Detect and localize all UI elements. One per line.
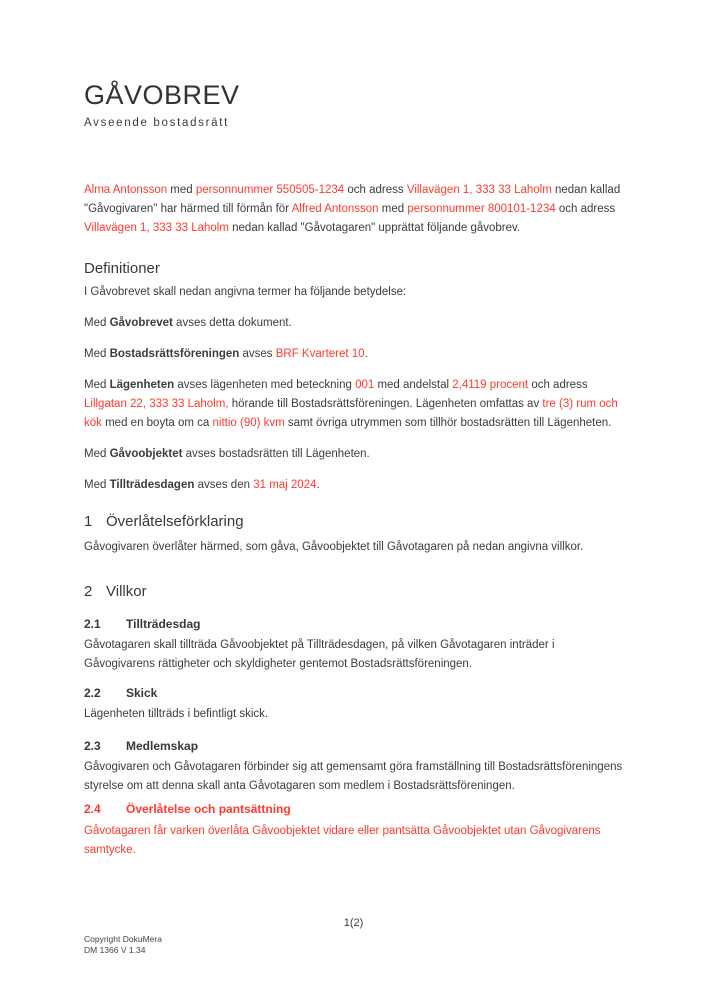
subsection-2-3-heading-label: Medlemskap xyxy=(126,739,199,753)
subsection-2-4-heading-label: Överlåtelse och pantsättning xyxy=(126,802,291,816)
section-1-heading xyxy=(84,511,625,533)
subsection-2-2-heading-label: Skick xyxy=(126,686,158,700)
subsection-2-2-paragraph: Lägenheten tillträds i befintligt skick. xyxy=(84,708,269,720)
definition-bostadsrattsforeningen: Med Bostadsrättsföreningen avses BRF Kvarteret 10. xyxy=(84,348,368,360)
section-1-paragraph: Gåvogivaren överlåter härmed, som gåva, Gåvoobjektet till Gåvotagaren på nedan angivna villkor. xyxy=(84,541,584,553)
subsection-2-1-paragraph: Gåvotagaren skall tillträda Gåvoobjektet på Tillträdesdagen, på vilken Gåvotagaren inträder i Gåvogivarens rättigheter och skyldigheter gentemot Bostadsrättsföreningen. xyxy=(84,639,555,670)
subsection-2-3-number: 2.3 xyxy=(84,739,101,753)
page-title: GÅVOBREV xyxy=(84,80,240,110)
section-1-number: 1 xyxy=(84,513,93,530)
section-2-number: 2 xyxy=(84,583,93,600)
subsection-2-2-heading xyxy=(84,684,625,702)
definitions-heading: Definitioner xyxy=(84,260,160,277)
subsection-2-1-heading xyxy=(84,615,625,633)
intro-paragraph: Alma Antonsson med personnummer 550505-1234 och adress Villavägen 1, 333 33 Laholm nedan kallad "Gåvogivaren" har härmed till förmån för Alfred Antonsson med personnummer 800101-1234 och adress Villavägen 1, 333 33 Laholm nedan kallad "Gåvotagaren" upprättat följande gåvobrev. xyxy=(84,184,621,234)
section-2-heading-label: Villkor xyxy=(106,583,147,600)
subsection-2-1-number: 2.1 xyxy=(84,617,101,631)
copyright-line: Copyright DokuMera xyxy=(84,934,162,944)
copyright-block xyxy=(84,934,162,956)
document-content xyxy=(84,0,625,860)
subsection-2-3-paragraph: Gåvogivaren och Gåvotagaren förbinder sig att gemensamt göra framställning till Bostadsrättsföreningens styrelse om att denna skall anta Gåvotagaren som medlem i Bostadsrättsföreningen. xyxy=(84,761,623,792)
section-2-heading xyxy=(84,581,625,603)
section-1-heading-label: Överlåtelseförklaring xyxy=(106,513,244,530)
subsection-2-4-heading xyxy=(84,800,625,818)
subsection-2-3-heading xyxy=(84,737,625,755)
definition-lagenheten: Med Lägenheten avses lägenheten med beteckning 001 med andelstal 2,4119 procent och adress Lillgatan 22, 333 33 Laholm, hörande till Bostadsrättsföreningen. Lägenheten omfattas av tre (3) rum och kök med en boyta om ca nittio (90) kvm samt övriga utrymmen som tillhör bostadsrätten till Lägenheten. xyxy=(84,379,618,429)
definition-gavobrevet: Med Gåvobrevet avses detta dokument. xyxy=(84,317,292,329)
page-number: 1(2) xyxy=(343,917,364,929)
subsection-2-4-number: 2.4 xyxy=(84,802,101,816)
subsection-2-2-number: 2.2 xyxy=(84,686,101,700)
definition-gavoobjektet: Med Gåvoobjektet avses bostadsrätten till Lägenheten. xyxy=(84,448,370,460)
definitions-lead: I Gåvobrevet skall nedan angivna termer ha följande betydelse: xyxy=(84,286,407,298)
definition-tilltradesdagen: Med Tillträdesdagen avses den 31 maj 2024. xyxy=(84,479,320,491)
subsection-2-4-paragraph: Gåvotagaren får varken överlåta Gåvoobjektet vidare eller pantsätta Gåvoobjektet utan Gåvogivarens samtycke. xyxy=(84,825,601,856)
document-version: DM 1366 V 1.34 xyxy=(84,945,146,955)
subsection-2-1-heading-label: Tillträdesdag xyxy=(126,617,201,631)
document-subtitle: Avseende bostadsrätt xyxy=(84,117,230,129)
